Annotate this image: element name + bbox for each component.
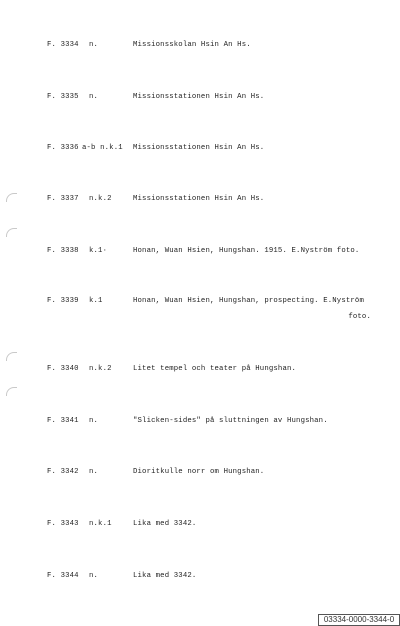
entry-classification: n.k.2 [89, 365, 112, 373]
entry-classification: n. [89, 572, 99, 580]
entry-classification: n. [89, 93, 99, 101]
entry-number: F. 3344 [47, 572, 79, 580]
entry-description: Missionsstationen Hsin An Hs. [133, 144, 265, 152]
entry-number: F. 3340 [47, 365, 79, 373]
margin-mark [6, 352, 17, 361]
entry-description: Litet tempel och teater på Hungshan. [133, 365, 297, 373]
entry-classification: a-b n.k.1 [82, 144, 123, 152]
entry-classification: k.1· [89, 247, 108, 255]
entry-number: F. 3337 [47, 195, 79, 203]
entry-description-line: Honan, Wuan Hsien, Hungshan, prospecting. E.Nyström [133, 297, 364, 305]
entry-classification: n.k.2 [89, 195, 112, 203]
entry-number: F. 3341 [47, 417, 79, 425]
entry-description: Lika med 3342. [133, 572, 197, 580]
entry-number: F. 3334 [47, 41, 79, 49]
entry-classification: n. [89, 468, 99, 476]
entry-description: Dioritkulle norr om Hungshan. [133, 468, 265, 476]
entry-description: Missionsstationen Hsin An Hs. [133, 93, 265, 101]
entry-number: F. 3338 [47, 247, 79, 255]
entry-description: Missionsskolan Hsin An Hs. [133, 41, 251, 49]
entry-number: F. 3342 [47, 468, 79, 476]
entry-number: F. 3335 [47, 93, 79, 101]
entry-classification: n. [89, 417, 99, 425]
margin-mark [6, 228, 17, 237]
entry-description: Lika med 3342. [133, 520, 197, 528]
entry-number: F. 3336 [47, 144, 79, 152]
entry-number: F. 3339 [47, 297, 79, 305]
entry-description: "Slicken-sides" på sluttningen av Hungshan. [133, 417, 328, 425]
entry-description: Honan, Wuan Hsien, Hungshan. 1915. E.Nyström foto. [133, 247, 360, 255]
entry-classification: n. [89, 41, 99, 49]
margin-mark [6, 193, 17, 202]
margin-mark [6, 387, 17, 396]
entry-description: Missionsstationen Hsin An Hs. [133, 195, 265, 203]
entry-description [133, 296, 383, 322]
entry-description-continuation: foto. [348, 313, 371, 321]
entry-classification: n.k.1 [89, 520, 112, 528]
archive-stamp: 03334-0000-3344-0 [318, 614, 400, 626]
entry-number: F. 3343 [47, 520, 79, 528]
entry-classification: k.1 [89, 297, 103, 305]
